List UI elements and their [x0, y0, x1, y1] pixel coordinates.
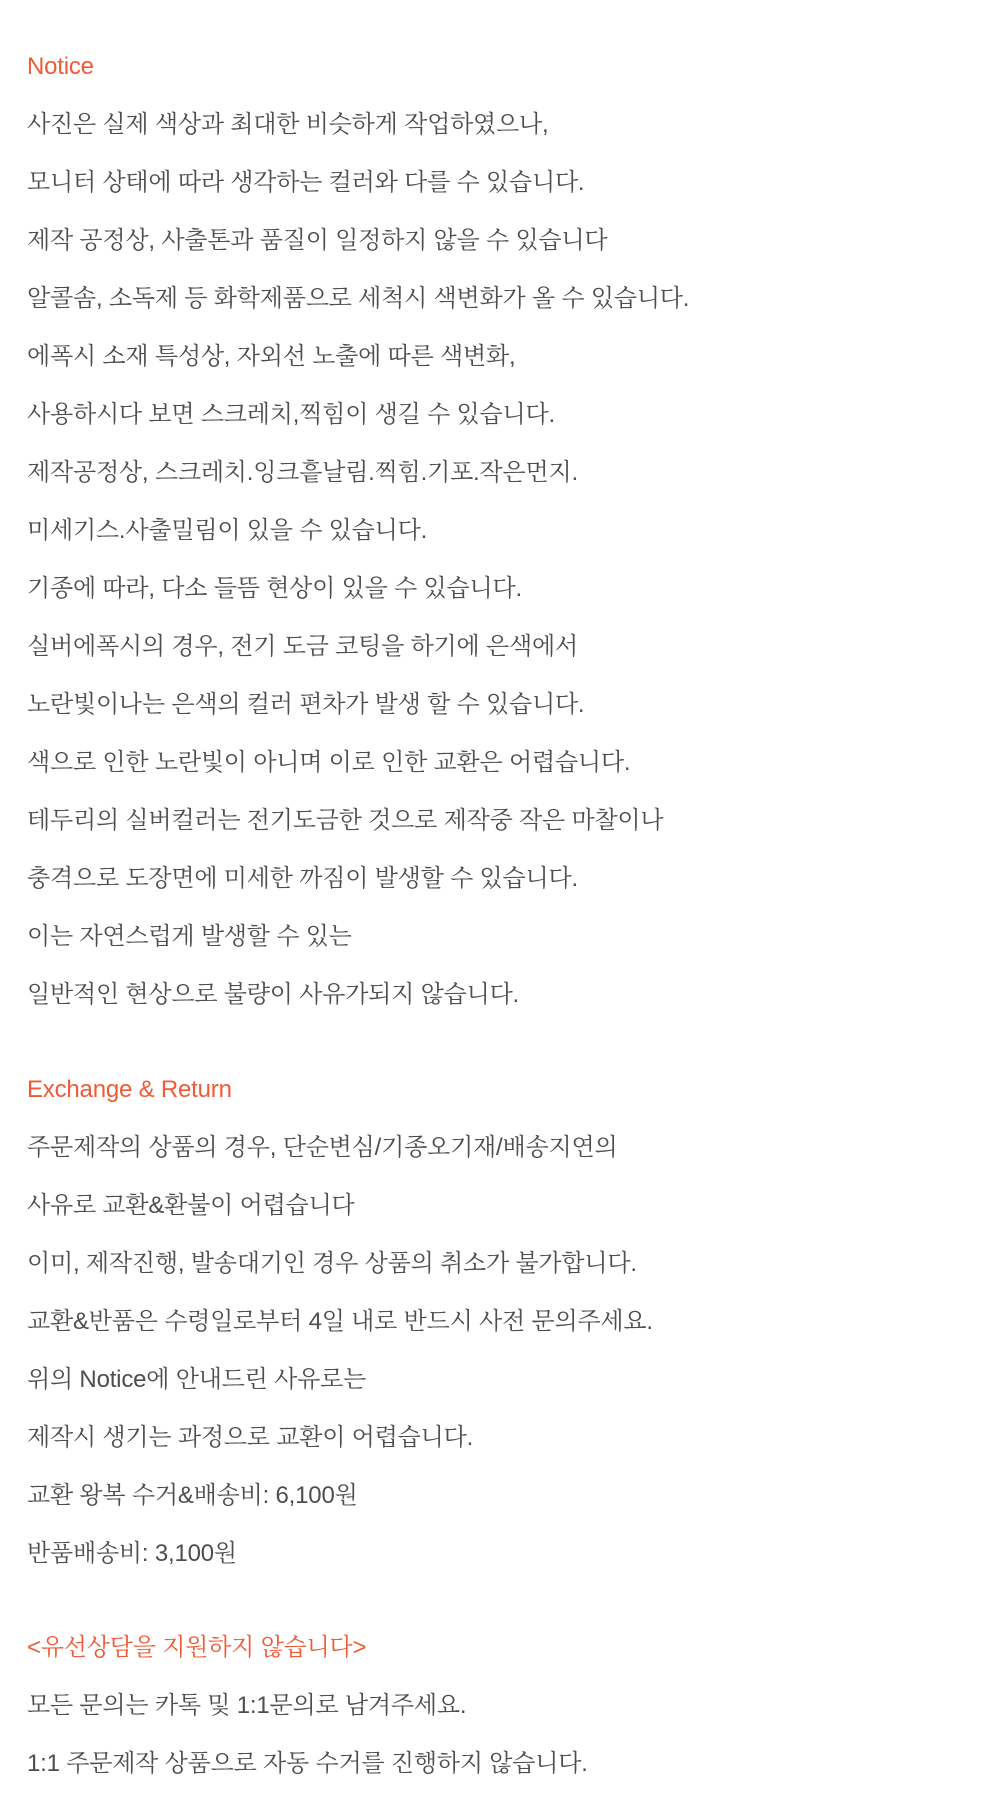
exchange-return-line: 사유로 교환&환불이 어렵습니다	[27, 1192, 355, 1219]
section-no-phone-support	[27, 1619, 960, 1793]
section-exchange-return	[27, 1061, 960, 1583]
exchange-return-line: 주문제작의 상품의 경우, 단순변심/기종오기재/배송지연의	[27, 1134, 618, 1161]
notice-line: 제작공정상, 스크레치.잉크흩날림.찍힘.기포.작은먼지.	[27, 459, 578, 486]
notice-line: 이는 자연스럽게 발생할 수 있는	[27, 923, 352, 950]
exchange-fee-line: 교환 왕복 수거&배송비: 6,100원	[27, 1482, 358, 1509]
exchange-return-line: 이미, 제작진행, 발송대기인 경우 상품의 취소가 불가합니다.	[27, 1250, 637, 1277]
notice-line: 사진은 실제 색상과 최대한 비슷하게 작업하였으나,	[27, 111, 549, 138]
section-notice	[27, 38, 960, 1024]
notice-line: 일반적인 현상으로 불량이 사유가되지 않습니다.	[27, 981, 520, 1008]
notice-line: 사용하시다 보면 스크레치,찍힘이 생길 수 있습니다.	[27, 401, 555, 428]
notice-line: 실버에폭시의 경우, 전기 도금 코팅을 하기에 은색에서	[27, 633, 578, 660]
exchange-return-line: 제작시 생기는 과정으로 교환이 어렵습니다.	[27, 1424, 474, 1451]
notice-line: 기종에 따라, 다소 들뜸 현상이 있을 수 있습니다.	[27, 575, 522, 602]
inquiry-line: 1:1 주문제작 상품으로 자동 수거를 진행하지 않습니다.	[27, 1750, 588, 1777]
inquiry-line: 모든 문의는 카톡 및 1:1문의로 남겨주세요.	[27, 1692, 467, 1719]
notice-line: 알콜솜, 소독제 등 화학제품으로 세척시 색변화가 올 수 있습니다.	[27, 285, 690, 312]
notice-line: 충격으로 도장면에 미세한 까짐이 발생할 수 있습니다.	[27, 865, 578, 892]
notice-line: 색으로 인한 노란빛이 아니며 이로 인한 교환은 어렵습니다.	[27, 749, 631, 776]
no-phone-support-heading: <유선상담을 지원하지 않습니다>	[27, 1634, 367, 1661]
notice-line: 노란빛이나는 은색의 컬러 편차가 발생 할 수 있습니다.	[27, 691, 585, 718]
notice-line: 모니터 상태에 따라 생각하는 컬러와 다를 수 있습니다.	[27, 169, 585, 196]
notice-line: 에폭시 소재 특성상, 자외선 노출에 따른 색변화,	[27, 343, 516, 370]
return-fee-line: 반품배송비: 3,100원	[27, 1540, 237, 1567]
notice-line: 미세기스.사출밀림이 있을 수 있습니다.	[27, 517, 428, 544]
exchange-return-line: 교환&반품은 수령일로부터 4일 내로 반드시 사전 문의주세요.	[27, 1308, 653, 1335]
exchange-return-heading: Exchange & Return	[27, 1076, 232, 1103]
notice-heading: Notice	[27, 53, 94, 80]
notice-line: 테두리의 실버컬러는 전기도금한 것으로 제작중 작은 마찰이나	[27, 807, 664, 834]
notice-line: 제작 공정상, 사출톤과 품질이 일정하지 않을 수 있습니다	[27, 227, 608, 254]
exchange-return-line: 위의 Notice에 안내드린 사유로는	[27, 1366, 367, 1393]
